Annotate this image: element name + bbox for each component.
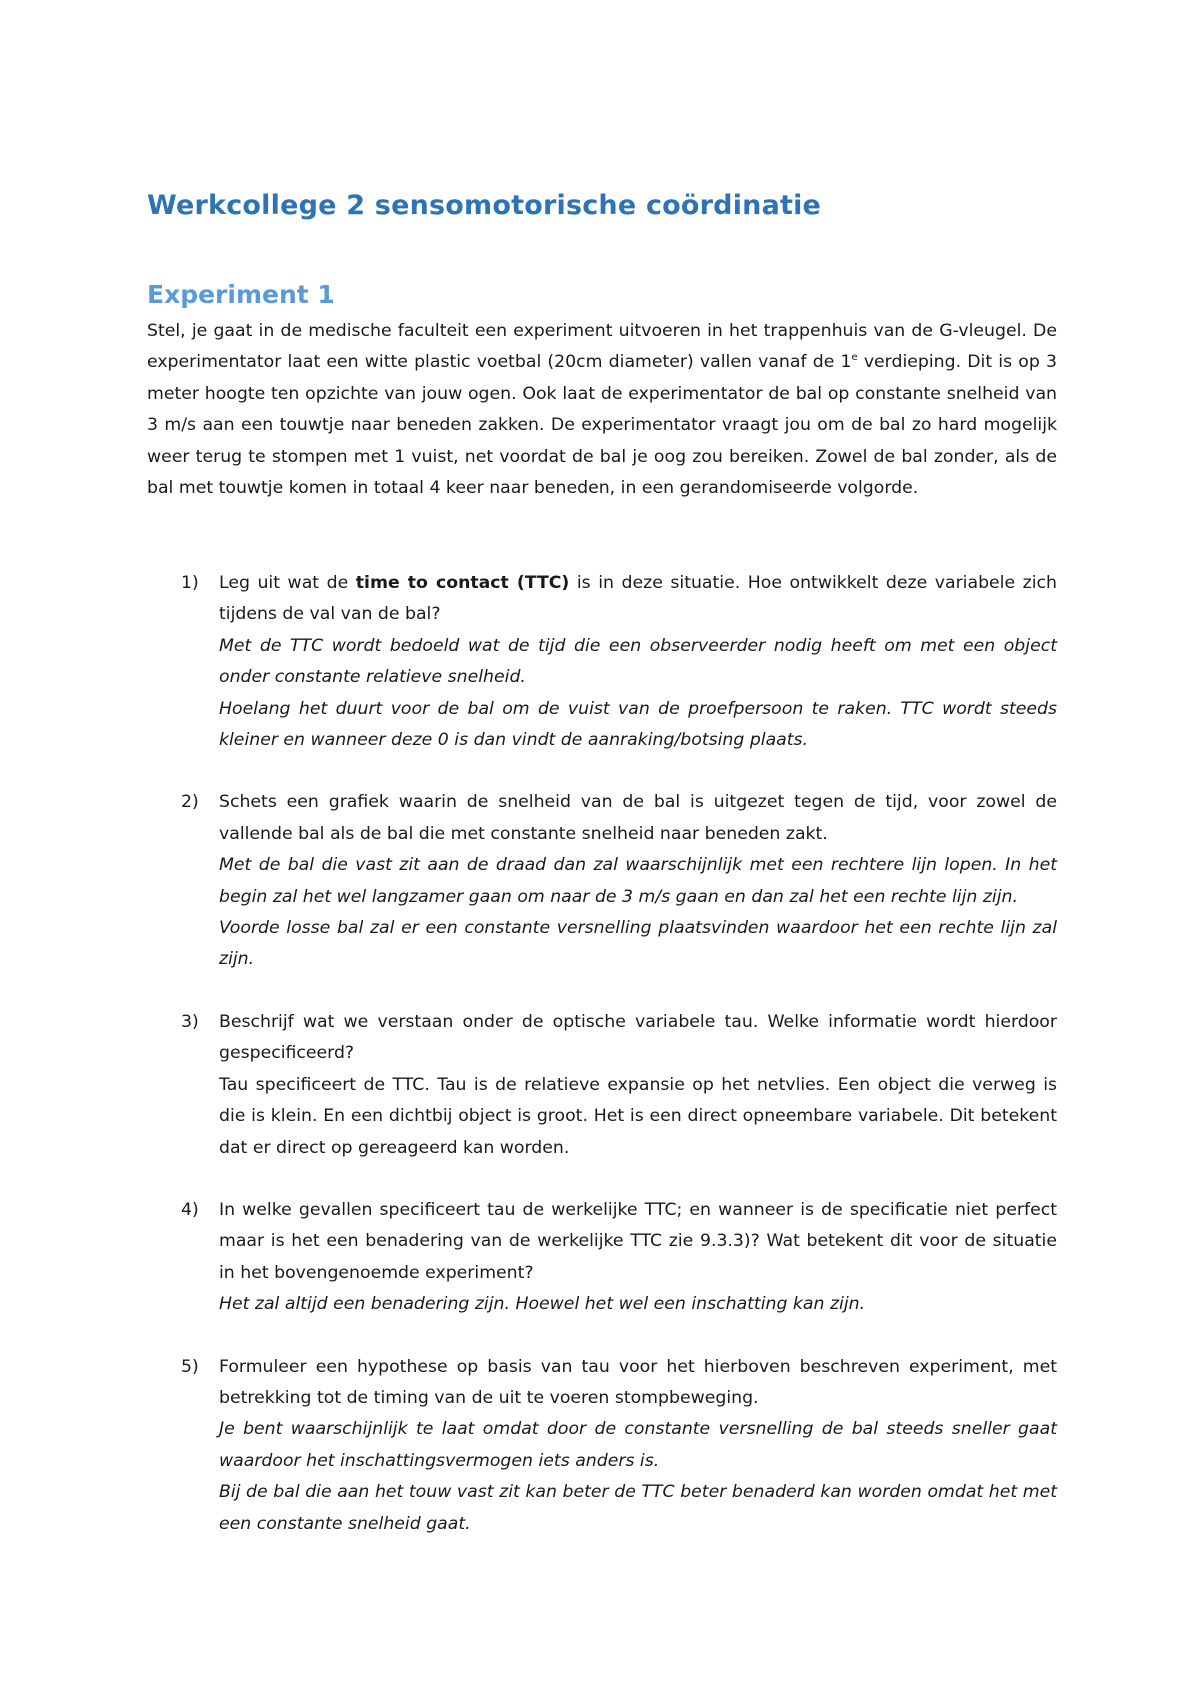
- question-number: 5): [181, 1356, 199, 1377]
- question-term-bold: time to contact (TTC): [355, 573, 570, 593]
- question-text-start: Leg uit wat de: [219, 573, 356, 593]
- answer-text: Met de bal die vast zit aan de draad dan zal waarschijnlijk met een rechtere lijn lopen. In het begin zal het wel langzamer gaan om naar de 3 m/s gaan en dan zal het een rechte lijn zijn.: [219, 855, 1057, 907]
- intro-text-part1: Stel, je gaat in de medische faculteit een experiment uitvoeren in het trappenhuis van de G-vleugel. De experimentator laat een witte plastic voetbal (20cm diameter) vallen vanaf de 1: [147, 321, 1057, 373]
- intro-superscript: e: [851, 352, 858, 364]
- answer-text: Met de TTC wordt bedoeld wat de tijd die een observeerder nodig heeft om met een object onder constante relatieve snelheid.: [219, 635, 1057, 688]
- intro-paragraph: [147, 316, 1057, 504]
- intro-text-part2: verdieping. Dit is op 3 meter hoogte ten opzichte van jouw ogen. Ook laat de experimentator de bal op constante snelheid van 3 m/s aan een touwtje naar beneden zakken. De experimentator vraagt jou om de bal zo hard mogelijk weer terug te stompen met 1 vuist, net voordat de bal je oog zou bereiken. Zowel de bal zonder, als de bal met touwtje komen in totaal 4 keer naar beneden, in een gerandomiseerde volgorde.: [147, 352, 1057, 499]
- question-text: Formuleer een hypothese op basis van tau voor het hierboven beschreven experiment, met betrekking tot de timing van de uit te voeren stompbeweging.: [219, 1356, 1057, 1408]
- question-item-1: [147, 568, 1057, 756]
- answer-text: Bij de bal die aan het touw vast zit kan beter de TTC beter benaderd kan worden omdat het met een constante snelheid gaat.: [219, 1482, 1057, 1534]
- question-text: In welke gevallen specificeert tau de werkelijke TTC; en wanneer is de specificatie niet perfect maar is het een benadering van de werkelijke TTC zie 9.3.3)? Wat betekent dit voor de situatie in het bovengenoemde experiment?: [219, 1199, 1057, 1283]
- question-number: 4): [181, 1199, 199, 1220]
- question-text: [219, 568, 1057, 631]
- answer-text: Hoelang het duurt voor de bal om de vuist van de proefpersoon te raken. TTC wordt steeds kleiner en wanneer deze 0 is dan vindt de aanraking/botsing plaats.: [219, 698, 1057, 751]
- question-text: Schets een grafiek waarin de snelheid van de bal is uitgezet tegen de tijd, voor zowel de vallende bal als de bal die met constante snelheid naar beneden zakt.: [219, 792, 1057, 844]
- question-number: 2): [181, 792, 199, 813]
- question-item-5: [147, 1352, 1057, 1540]
- question-number: 1): [181, 573, 199, 593]
- question-number: 3): [181, 1011, 199, 1032]
- document-title: Werkcollege 2 sensomotorische coördinatie: [147, 190, 822, 221]
- section-heading: Experiment 1: [147, 280, 335, 309]
- answer-text: Je bent waarschijnlijk te laat omdat door de constante versnelling de bal steeds sneller gaat waardoor het inschattingsvermogen iets anders is.: [219, 1419, 1057, 1471]
- answer-text: Tau specificeert de TTC. Tau is de relatieve expansie op het netvlies. Een object die verweg is die is klein. En een dichtbij object is groot. Het is een direct opneembare variabele. Dit betekent dat er direct op gereageerd kan worden.: [219, 1074, 1057, 1158]
- question-text: Beschrijf wat we verstaan onder de optische variabele tau. Welke informatie wordt hierdoor gespecificeerd?: [219, 1011, 1057, 1064]
- answer-text: Het zal altijd een benadering zijn. Hoewel het wel een inschatting kan zijn.: [219, 1294, 866, 1315]
- question-item-2: [147, 787, 1057, 975]
- question-item-3: [147, 1007, 1057, 1164]
- question-item-4: [147, 1195, 1057, 1321]
- answer-text: Voorde losse bal zal er een constante versnelling plaatsvinden waardoor het een rechte lijn zal zijn.: [219, 918, 1057, 970]
- question-text-end: is in deze situatie. Hoe ontwikkelt deze variabele zich tijdens de val van de bal?: [219, 573, 1057, 625]
- question-list: [147, 568, 1057, 1571]
